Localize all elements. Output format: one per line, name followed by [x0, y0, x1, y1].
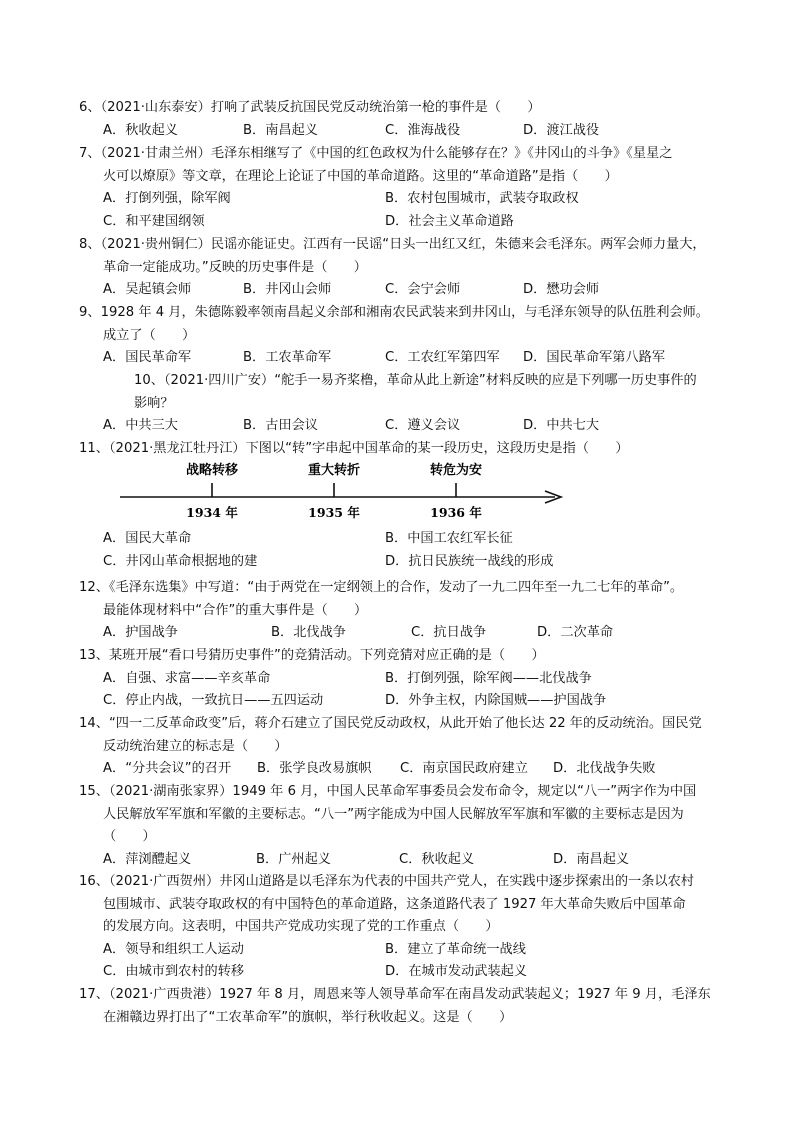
- question-q13: [79, 645, 729, 668]
- option-d[interactable]: D．社会主义革命道路: [385, 213, 514, 229]
- question-text-line: 13、某班开展“看口号猜历史事件”的竞猜活动。下列竞猜对应正确的是（ ）: [79, 648, 545, 663]
- options-q11: [103, 528, 723, 573]
- question-text-line: 6、（2021·山东泰安）打响了武装反抗国民党反动统治第一枪的事件是（ ）: [79, 100, 541, 115]
- option-d[interactable]: D．懋功会师: [523, 282, 600, 297]
- question-q17: [79, 984, 729, 1029]
- question-text-line: （ ）: [103, 829, 156, 844]
- option-b[interactable]: B．张学良改易旗帜: [257, 761, 372, 776]
- options-q13: [103, 668, 723, 713]
- option-d[interactable]: D．渡江战役: [523, 122, 600, 138]
- question-q7: [79, 143, 729, 188]
- question-text-line: 反动统治建立的标志是（ ）: [103, 738, 288, 754]
- question-text-line: 火可以燎原》等文章，在理论上论证了中国的革命道路。这里的“革命道路”是指（ ）: [103, 168, 618, 184]
- option-b[interactable]: B．古田会议: [243, 418, 318, 433]
- question-q14: [79, 713, 729, 758]
- option-a[interactable]: A．国民大革命: [103, 531, 192, 546]
- option-b[interactable]: B．中国工农红军长征: [385, 531, 513, 546]
- options-q8: [103, 279, 723, 302]
- option-d[interactable]: D．二次革命: [537, 625, 614, 640]
- question-q16: [79, 871, 729, 939]
- question-text-line: 7、（2021·甘肃兰州）毛泽东相继写了《中国的红色政权为什么能够存在？》《井冈山的斗争》《星星之: [79, 146, 673, 161]
- options-q9: [103, 347, 723, 370]
- options-q14: [103, 758, 723, 781]
- option-b[interactable]: B．农村包围城市，武装夺取政权: [385, 191, 579, 206]
- question-text-line: 包围城市、武装夺取政权的有中国特色的革命道路，这条道路代表了 1927 年大革命失败后中国革命: [103, 896, 686, 912]
- question-text-line: 人民解放军军旗和军徽的主要标志。“八一”两字能成为中国人民解放军军旗和军徽的主要标志是因为: [103, 806, 684, 822]
- options-q7: [103, 188, 723, 233]
- option-d[interactable]: D．北伐战争失败: [553, 761, 656, 776]
- question-q6: [79, 97, 729, 120]
- option-a[interactable]: A．吴起镇会师: [103, 282, 192, 297]
- question-text-line: 的发展方向。这表明，中国共产党成功实现了党的工作重点（ ）: [103, 919, 499, 934]
- question-text-line: 14、“四一二反革命政变”后，蒋介石建立了国民党反动政权，从此开始了他长达 22 年的反动统治。国民党: [79, 716, 702, 731]
- option-b[interactable]: B．广州起义: [256, 851, 331, 867]
- options-q15: [103, 849, 723, 872]
- question-text-line: 9、1928 年 4 月，朱德陈毅率领南昌起义余部和湘南农民武装来到井冈山，与毛泽东领导的队伍胜利会师。: [79, 305, 709, 320]
- option-b[interactable]: B．建立了革命统一战线: [385, 941, 526, 957]
- option-a[interactable]: A．打倒列强，除军阀: [103, 191, 231, 206]
- timeline-year-label: 1935 年: [308, 505, 360, 520]
- option-d[interactable]: D．中共七大: [523, 418, 600, 433]
- question-text-line: 12、《毛泽东选集》中写道：“由于两党在一定纲领上的合作，发动了一九二四年至一九二七年的革命”。: [79, 580, 684, 595]
- option-d[interactable]: D．外争主权，内除国贼——护国战争: [385, 693, 607, 708]
- option-b[interactable]: B．北伐战争: [271, 625, 346, 640]
- option-c[interactable]: C．工农红军第四军: [385, 350, 500, 365]
- option-c[interactable]: C．会宁会师: [385, 282, 461, 297]
- option-a[interactable]: A．“分共会议”的召开: [103, 761, 232, 776]
- question-text-line: 成立了（ ）: [103, 327, 196, 343]
- question-q10: [79, 370, 729, 415]
- option-a[interactable]: A．国民革命军: [103, 350, 192, 365]
- option-a[interactable]: A．萍浏醴起义: [103, 851, 192, 867]
- option-a[interactable]: A．中共三大: [103, 418, 178, 433]
- question-text-line: 16、（2021·广西贺州）井冈山道路是以毛泽东为代表的中国共产党人，在实践中逐步探索出的一条以农村: [79, 874, 694, 889]
- option-b[interactable]: B．井冈山会师: [243, 282, 332, 297]
- options-q6: [103, 120, 723, 143]
- question-text-line: 影响？: [134, 395, 174, 411]
- question-text-line: 15、（2021·湖南张家界）1949 年 6 月，中国人民革命军事委员会发布命令，规定以“八一”两字作为中国: [79, 784, 697, 799]
- option-a[interactable]: A．自强、求富——辛亥革命: [103, 670, 271, 686]
- question-text-line: 革命一定能成功。”反映的历史事件是（ ）: [103, 259, 367, 275]
- options-q16: [103, 939, 723, 984]
- question-text-line: 最能体现材料中“合作”的重大事件是（ ）: [103, 602, 368, 618]
- timeline-figure: [115, 455, 575, 525]
- option-c[interactable]: C．和平建国纲领: [103, 213, 205, 229]
- question-text-line: 11、（2021·黑龙江牡丹江）下图以“转”字串起中国革命的某一段历史，这段历史是指（ ）: [79, 441, 629, 456]
- option-b[interactable]: B．打倒列强，除军阀——北伐战争: [385, 670, 592, 686]
- option-c[interactable]: C．停止内战，一致抗日——五四运动: [103, 693, 324, 708]
- question-q15: [79, 781, 729, 849]
- question-q8: [79, 234, 729, 279]
- question-text-line: 10、（2021·四川广安）“舵手一易齐桨橹，革命从此上新途”材料反映的应是下列哪一历史事件的: [134, 373, 697, 388]
- question-text-line: 8、（2021·贵州铜仁）民谣亦能证史。江西有一民谣“日头一出红又红，朱德来会毛泽东。两军会师力量大，: [79, 237, 706, 252]
- option-b[interactable]: B．工农革命军: [243, 350, 332, 365]
- option-c[interactable]: C．由城市到农村的转移: [103, 964, 245, 979]
- timeline-year-label: 1936 年: [430, 505, 482, 520]
- question-text-line: 在湘赣边界打出了“工农革命军”的旗帜，举行秋收起义。这是（ ）: [103, 1009, 513, 1025]
- question-q12: [79, 577, 729, 622]
- option-c[interactable]: C．淮海战役: [385, 122, 461, 138]
- question-q9: [79, 302, 729, 347]
- option-b[interactable]: B．南昌起义: [243, 122, 318, 138]
- option-d[interactable]: D．南昌起义: [553, 851, 630, 867]
- options-q10: [103, 415, 723, 438]
- timeline-event-label: 战略转移: [185, 463, 239, 478]
- option-c[interactable]: C．井冈山革命根据地的建: [103, 553, 258, 569]
- option-d[interactable]: D．在城市发动武装起义: [385, 964, 528, 979]
- options-q12: [103, 622, 723, 645]
- timeline-event-label: 转危为安: [429, 463, 483, 478]
- option-c[interactable]: C．南京国民政府建立: [400, 761, 528, 776]
- option-c[interactable]: C．秋收起义: [399, 851, 475, 867]
- option-d[interactable]: D．抗日民族统一战线的形成: [385, 553, 554, 569]
- option-a[interactable]: A．秋收起义: [103, 122, 178, 138]
- option-c[interactable]: C．遵义会议: [385, 418, 461, 433]
- question-text-line: 17、（2021·广西贵港）1927 年 8 月，周恩来等人领导革命军在南昌发动武装起义；1927 年 9 月，毛泽东: [79, 987, 711, 1002]
- timeline-event-label: 重大转折: [307, 463, 361, 478]
- option-c[interactable]: C．抗日战争: [411, 625, 487, 640]
- timeline-year-label: 1934 年: [186, 505, 238, 520]
- option-d[interactable]: D．国民革命军第八路军: [523, 350, 666, 365]
- option-a[interactable]: A．领导和组织工人运动: [103, 941, 244, 957]
- option-a[interactable]: A．护国战争: [103, 625, 178, 640]
